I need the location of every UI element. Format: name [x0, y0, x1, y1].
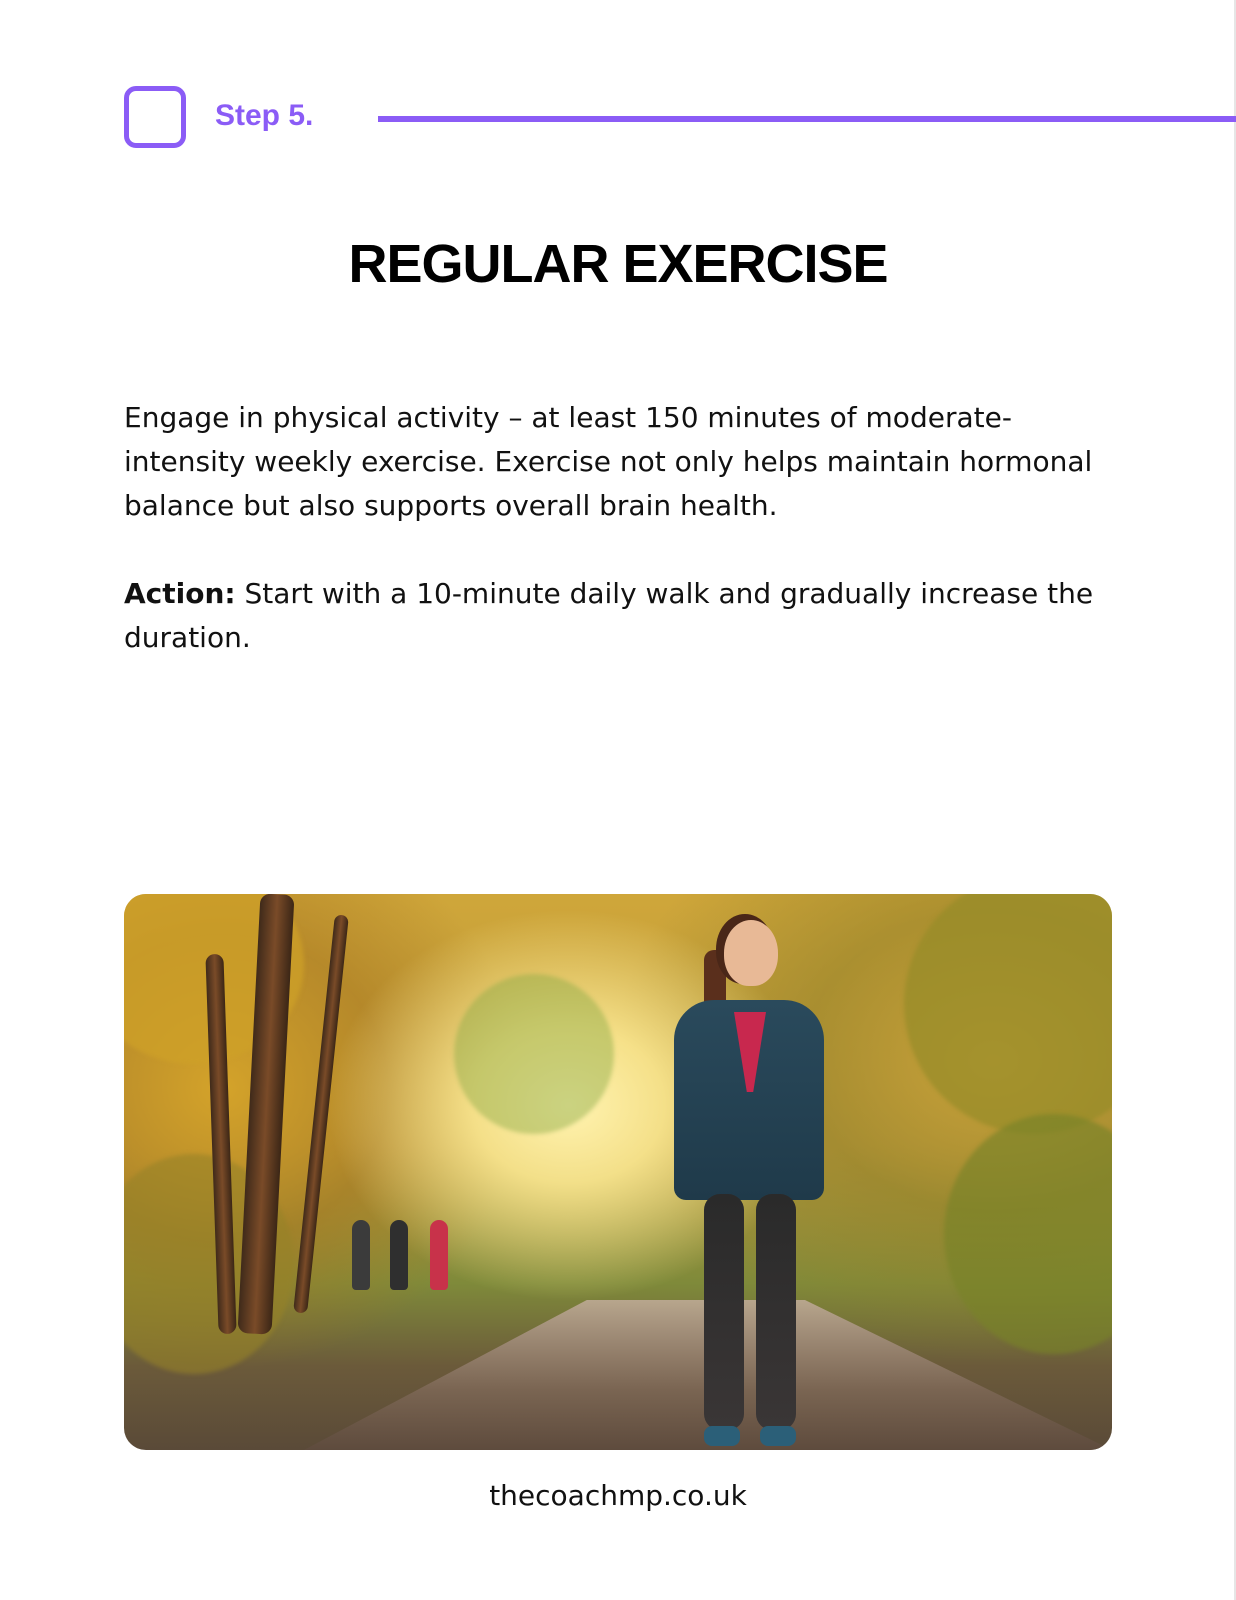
woman-leg: [704, 1194, 744, 1430]
foliage-shape: [944, 1114, 1112, 1354]
woman-head: [724, 920, 778, 986]
woman-shoe: [760, 1426, 796, 1446]
action-paragraph: [124, 572, 1104, 660]
foliage-shape: [904, 894, 1112, 1134]
background-walker: [390, 1220, 408, 1290]
step-divider-line: [378, 116, 1236, 122]
action-label: Action:: [124, 577, 236, 610]
foliage-shape: [454, 974, 614, 1134]
woman-walking-photo: [124, 894, 1112, 1450]
intro-paragraph: Engage in physical activity – at least 150 minutes of moderate-intensity weekly exercise. Exercise not only helps maintain hormonal balance but also supports overall brain health.: [124, 401, 1093, 522]
woman-leg: [756, 1194, 796, 1430]
background-walker: [430, 1220, 448, 1290]
step-checkbox-icon[interactable]: [124, 86, 186, 148]
background-walker: [352, 1220, 370, 1290]
footer-website: thecoachmp.co.uk: [489, 1479, 747, 1512]
page-title: REGULAR EXERCISE: [348, 234, 888, 294]
woman-shoe: [704, 1426, 740, 1446]
walking-woman-figure: [664, 920, 834, 1450]
step-label: Step 5.: [215, 99, 314, 132]
action-text: Start with a 10-minute daily walk and gradually increase the duration.: [124, 577, 1094, 654]
